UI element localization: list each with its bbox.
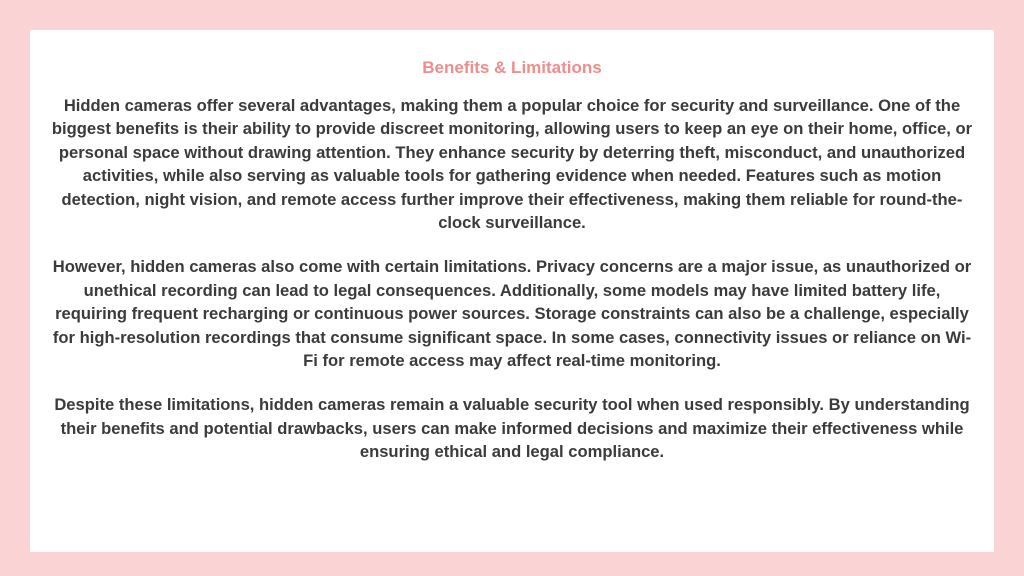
benefits-paragraph: Hidden cameras offer several advantages, making them a popular choice for security and surveillance. One of the biggest benefits is their ability to provide discreet monitoring, allowing users to keep an eye on their home, office, or personal space without drawing attention. They enhance security by deterring theft, misconduct, and unauthorized activities, while also serving as valuable tools for gathering evidence when needed. Features such as motion detection, night vision, and remote access further improve their effectiveness, making them reliable for round-the-clock surveillance. (51, 96, 973, 233)
content-panel (30, 30, 994, 552)
slide-title: Benefits & Limitations (422, 58, 602, 77)
conclusion-paragraph: Despite these limitations, hidden cameras remain a valuable security tool when used responsibly. By understanding their benefits and potential drawbacks, users can make informed decisions and maximize their effectiveness while ensuring ethical and legal compliance. (54, 395, 970, 462)
limitations-paragraph: However, hidden cameras also come with certain limitations. Privacy concerns are a major issue, as unauthorized or unethical recording can lead to legal consequences. Additionally, some models may have limited battery life, requiring frequent recharging or continuous power sources. Storage constraints can also be a challenge, especially for high-resolution recordings that consume significant space. In some cases, connectivity issues or reliance on Wi-Fi for remote access may affect real-time monitoring. (52, 257, 972, 371)
